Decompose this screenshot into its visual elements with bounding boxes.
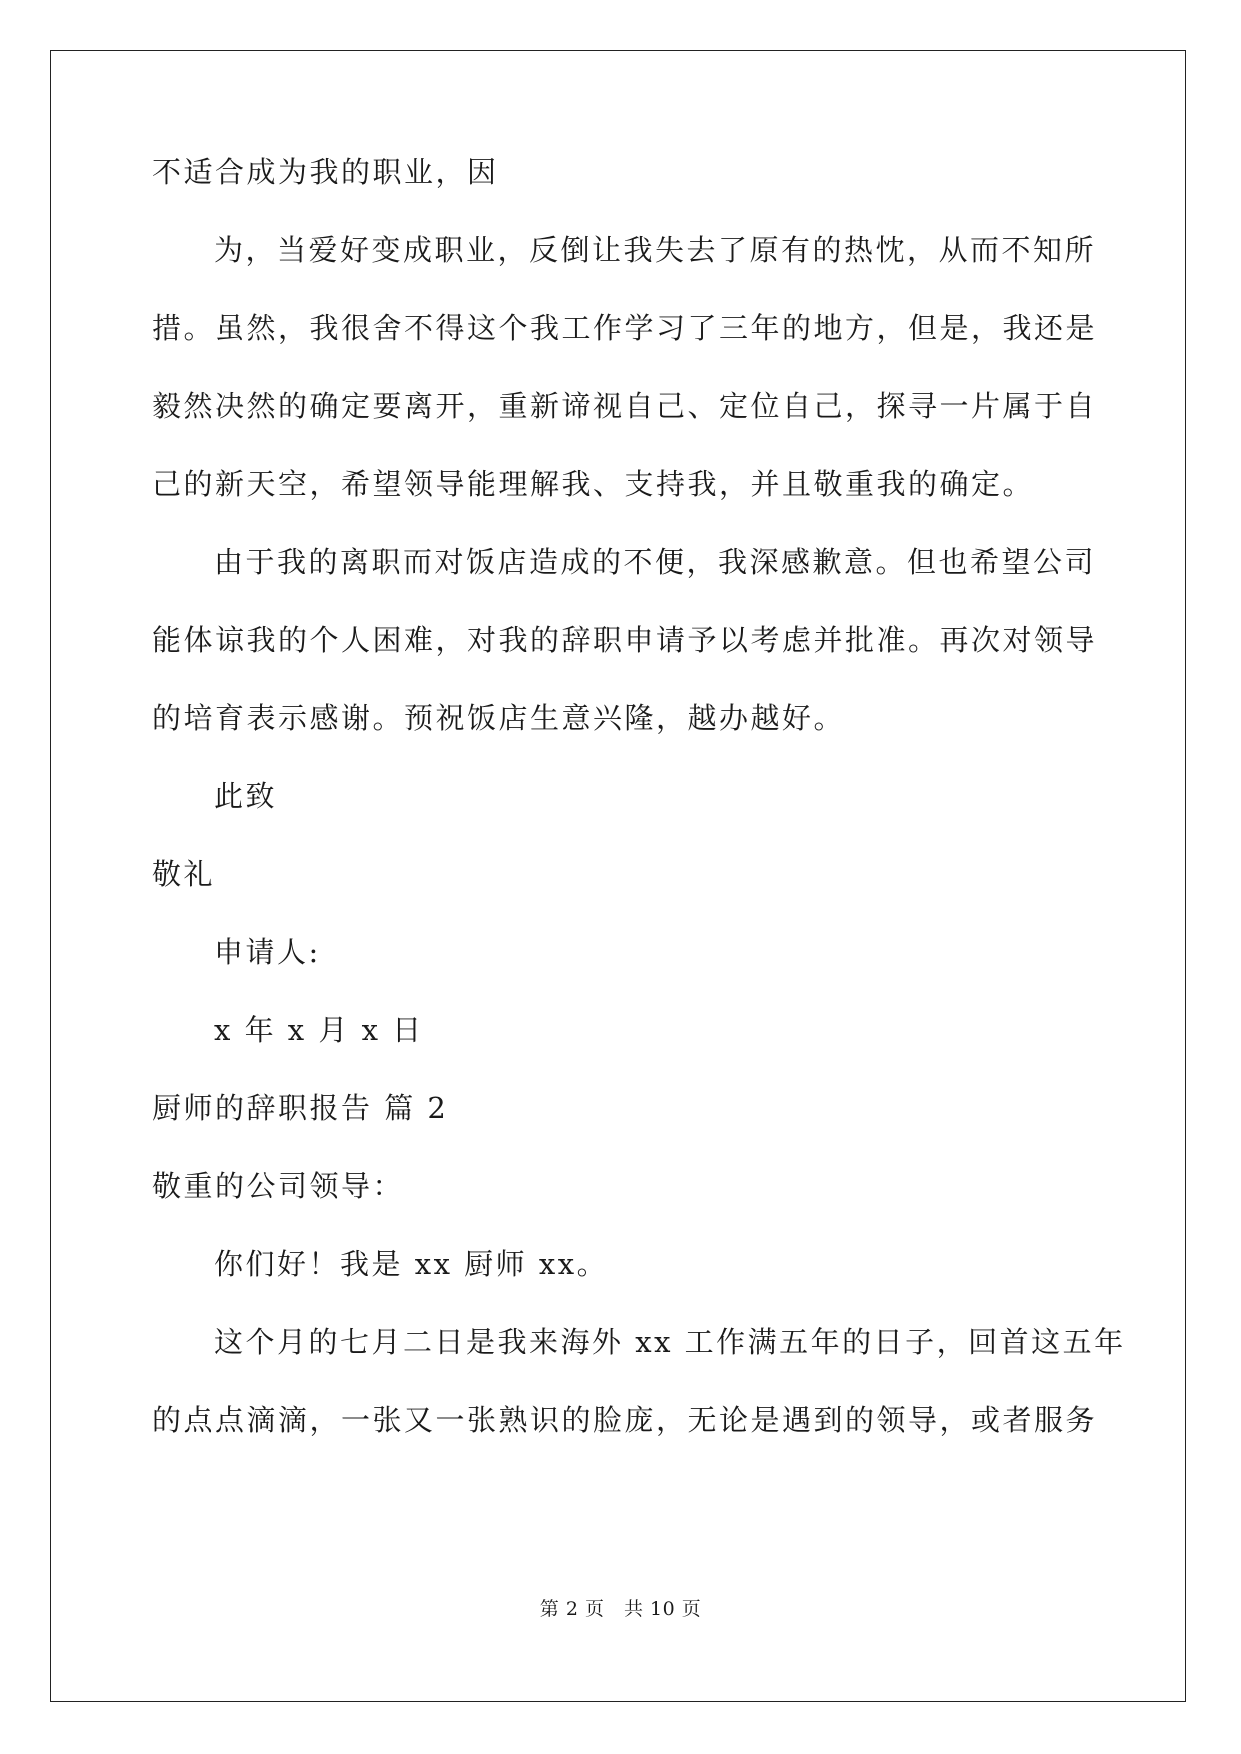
paragraph-line: 己的新天空，希望领导能理解我、支持我，并且敬重我的确定。	[152, 467, 1035, 501]
date-line: x 年 x 月 x 日	[214, 1013, 424, 1047]
salutation-line: 敬礼	[152, 857, 216, 891]
paragraph-line: 这个月的七月二日是我来海外 xx 工作满五年的日子，回首这五年	[214, 1325, 1126, 1359]
paragraph-line: 能体谅我的个人困难，对我的辞职申请予以考虑并批准。再次对领导	[152, 623, 1098, 657]
paragraph-line: 由于我的离职而对饭店造成的不便，我深感歉意。但也希望公司	[214, 545, 1097, 579]
page-border	[50, 50, 1186, 1702]
paragraph-line: 不适合成为我的职业，因	[152, 155, 499, 189]
closing-line: 此致	[214, 779, 278, 813]
paragraph-line: 措。虽然，我很舍不得这个我工作学习了三年的地方，但是，我还是	[152, 311, 1098, 345]
paragraph-line: 你们好！我是 xx 厨师 xx。	[214, 1247, 609, 1281]
greeting-line: 敬重的公司领导：	[152, 1169, 405, 1203]
paragraph-line: 毅然决然的确定要离开，重新谛视自己、定位自己，探寻一片属于自	[152, 389, 1098, 423]
section-title: 厨师的辞职报告 篇 2	[152, 1091, 449, 1125]
page-number-footer: 第 2 页 共 10 页	[539, 1598, 702, 1620]
paragraph-line: 为，当爱好变成职业，反倒让我失去了原有的热忱，从而不知所	[214, 233, 1097, 267]
paragraph-line: 的培育表示感谢。预祝饭店生意兴隆，越办越好。	[152, 701, 846, 735]
paragraph-line: 的点点滴滴，一张又一张熟识的脸庞，无论是遇到的领导，或者服务	[152, 1403, 1098, 1437]
applicant-line: 申请人:	[214, 935, 321, 969]
